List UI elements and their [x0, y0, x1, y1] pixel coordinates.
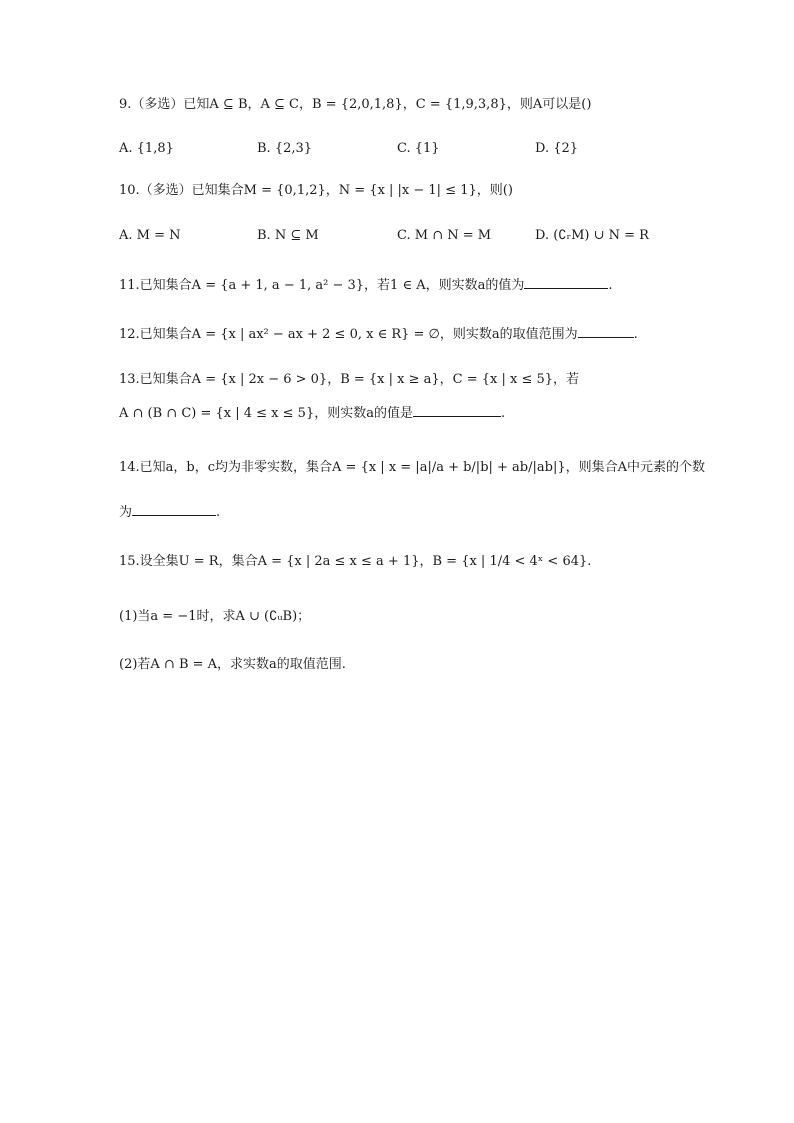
question-9-option-a: A. {1,8} [119, 141, 174, 156]
period: . [633, 327, 638, 342]
question-14-line-1: 14.已知a，b，c均为非零实数，集合A = {x | x = |a|/a + b/|b| + ab/|ab|}，则集合A中元素的个数 [119, 460, 705, 475]
answer-blank [132, 501, 216, 516]
question-9-stem: 9.（多选）已知A ⊆ B，A ⊆ C，B = {2,0,1,8}，C = {1,9,3,8}，则A可以是() [119, 97, 592, 112]
question-10-option-d: D. (∁ᵣM) ∪ N = R [535, 228, 649, 243]
period: . [608, 278, 613, 293]
answer-blank [413, 402, 501, 417]
answer-blank [578, 323, 634, 338]
question-12 [119, 323, 638, 345]
question-14-line-2 [119, 501, 220, 523]
question-9-option-c: C. {1} [397, 141, 440, 156]
question-13-condition: A ∩ (B ∩ C) = {x | 4 ≤ x ≤ 5}，则实数a的值是 [119, 406, 413, 421]
question-15-part-1: (1)当a = −1时，求A ∪ (∁ᵤB)； [119, 609, 311, 624]
question-11-stem: 11.已知集合A = {a + 1, a − 1, a² − 3}，若1 ∈ A，则实数a的值为 [119, 278, 525, 293]
question-9-option-d: D. {2} [535, 141, 579, 156]
period: . [216, 505, 221, 520]
question-9-option-b: B. {2,3} [257, 141, 313, 156]
question-10-stem: 10.（多选）已知集合M = {0,1,2}，N = {x | |x − 1| ≤ 1}，则() [119, 183, 513, 198]
answer-blank [524, 274, 608, 289]
question-12-stem: 12.已知集合A = {x | ax² − ax + 2 ≤ 0, x ∈ R} = ∅，则实数a的取值范围为 [119, 327, 578, 342]
question-13-line-1: 13.已知集合A = {x | 2x − 6 > 0}，B = {x | x ≥ a}，C = {x | x ≤ 5}，若 [119, 372, 580, 387]
period: . [500, 406, 506, 421]
question-15-part-2: (2)若A ∩ B = A，求实数a的取值范围. [119, 657, 346, 672]
question-10-option-a: A. M = N [119, 228, 181, 243]
question-11 [119, 274, 612, 296]
question-10-option-c: C. M ∩ N = M [397, 228, 492, 243]
question-15-stem: 15.设全集U = R，集合A = {x | 2a ≤ x ≤ a + 1}，B = {x | 1/4 < 4ˣ < 64}. [119, 554, 592, 569]
question-13-line-2 [119, 402, 505, 424]
question-14-lead: 为 [119, 505, 133, 520]
question-10-option-b: B. N ⊆ M [257, 228, 319, 243]
